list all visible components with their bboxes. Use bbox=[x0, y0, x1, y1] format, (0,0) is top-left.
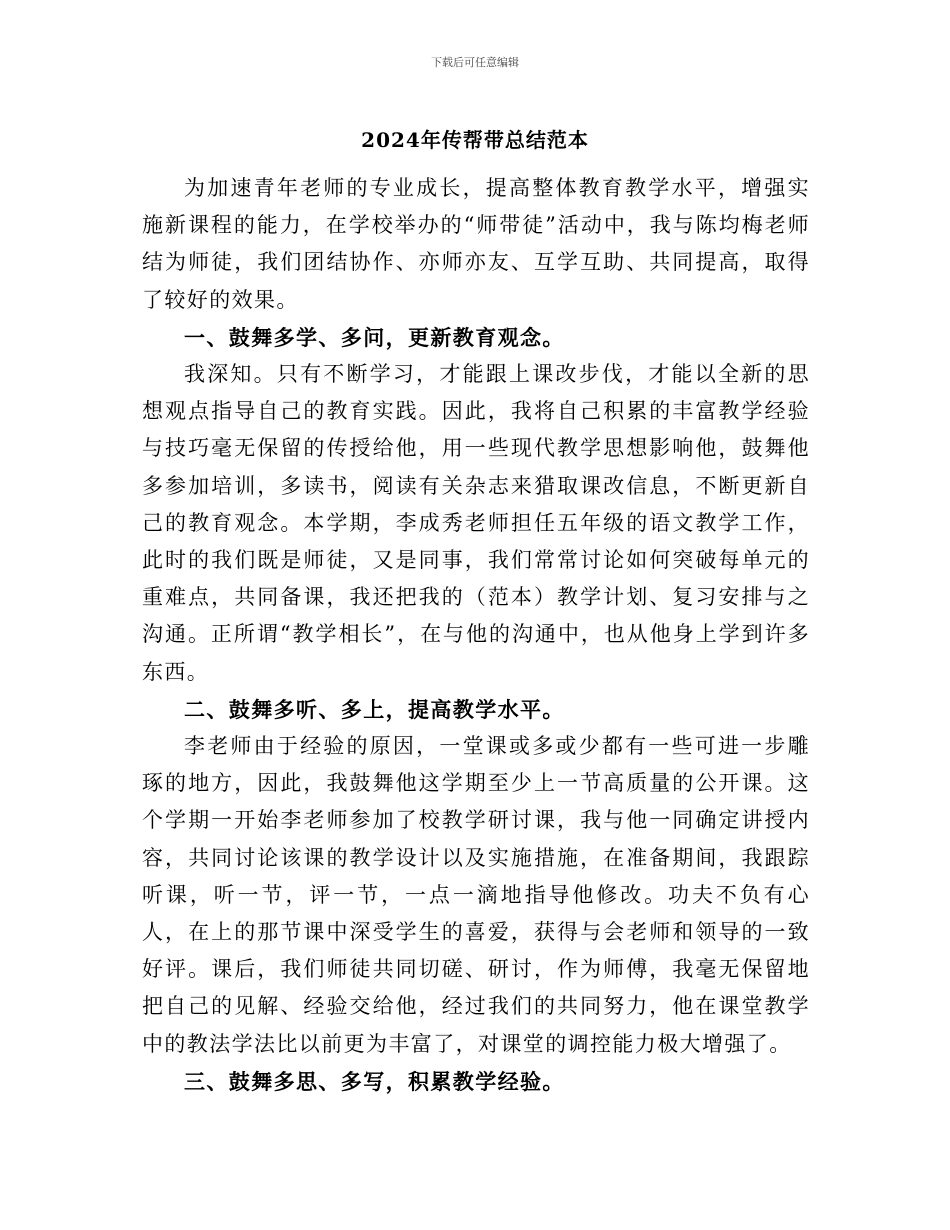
section-heading-2: 二、鼓舞多听、多上，提高教学水平。 bbox=[184, 696, 565, 722]
section-1-paragraph: 我深知。只有不断学习，才能跟上课改步伐，才能以全新的思想观点指导自己的教育实践。因此，我将自己积累的丰富教学经验与技巧毫无保留的传授给他，用一些现代教学思想影响他，鼓舞他多参加培训，多读书，阅读有关杂志来猎取课改信息，不断更新自己的教育观念。本学期，李成秀老师担任五年级的语文教学工作，此时的我们既是师徒，又是同事，我们常常讨论如何突破每单元的重难点，共同备课，我还把我的（范本）教学计划、复习安排与之沟通。正所谓“教学相长”，在与他的沟通中，也从他身上学到许多东西。 bbox=[142, 362, 810, 684]
intro-paragraph: 为加速青年老师的专业成长，提高整体教育教学水平，增强实施新课程的能力，在学校举办的“师带徒”活动中，我与陈均梅老师结为师徒，我们团结协作、亦师亦友、互学互助、共同提高，取得了较好的效果。 bbox=[142, 176, 810, 312]
section-heading-1: 一、鼓舞多学、多问，更新教育观念。 bbox=[184, 324, 565, 350]
section-heading-3: 三、鼓舞多思、多写，积累教学经验。 bbox=[184, 1068, 565, 1094]
section-2-paragraph: 李老师由于经验的原因，一堂课或多或少都有一些可进一步雕琢的地方，因此，我鼓舞他这学期至少上一节高质量的公开课。这个学期一开始李老师参加了校教学研讨课，我与他一同确定讲授内容，共同讨论该课的教学设计以及实施措施，在准备期间，我跟踪听课，听一节，评一节，一点一滴地指导他修改。功夫不负有心人，在上的那节课中深受学生的喜爱，获得与会老师和领导的一致好评。课后，我们师徒共同切磋、研讨，作为师傅，我毫无保留地把自己的见解、经验交给他，经过我们的共同努力，他在课堂教学中的教法学法比以前更为丰富了，对课堂的调控能力极大增强了。 bbox=[142, 734, 810, 1056]
header-note: 下载后可任意编辑 bbox=[431, 56, 519, 69]
document-title: 2024年传帮带总结范本 bbox=[361, 128, 589, 152]
document-body bbox=[142, 170, 810, 1100]
